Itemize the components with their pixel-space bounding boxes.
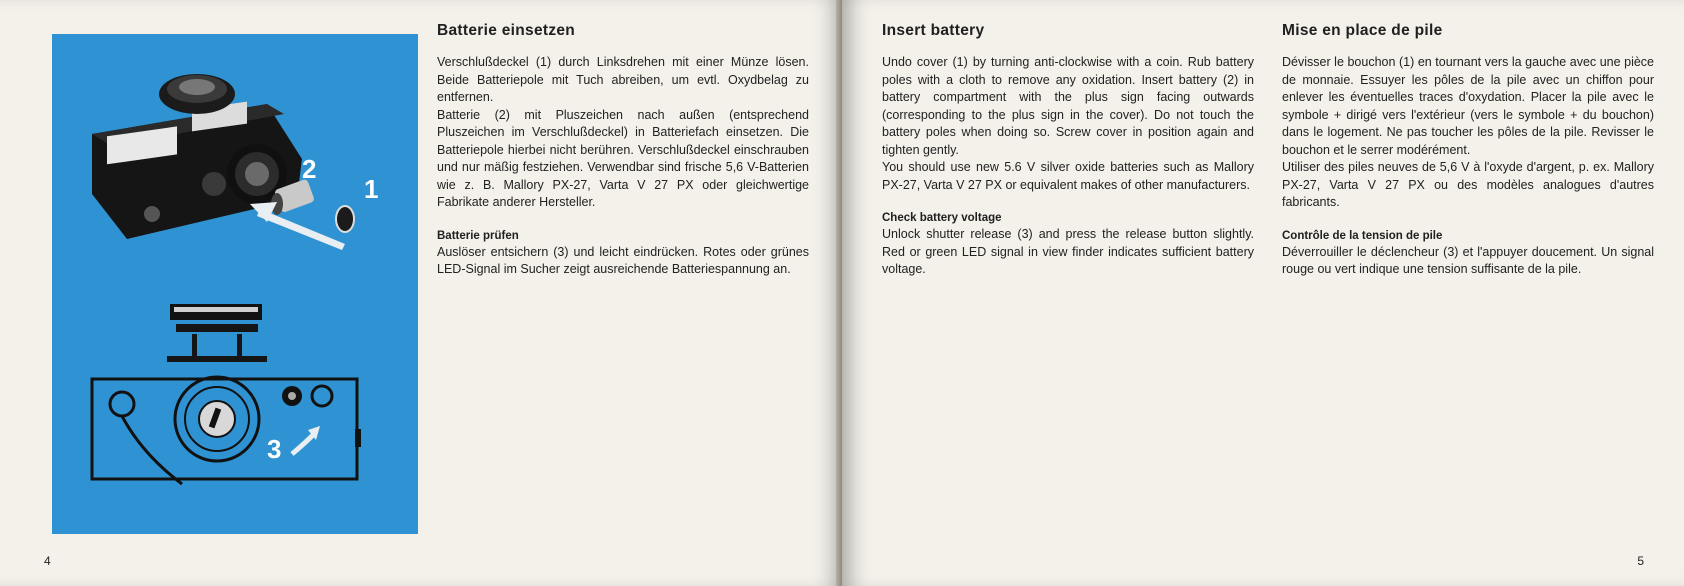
english-column	[882, 22, 1254, 279]
french-heading: Mise en place de pile	[1282, 22, 1443, 39]
english-paragraph-3: Unlock shutter release (3) and press the release button slightly. Red or green LED signal in view finder indicates sufficient battery voltage.	[882, 227, 1254, 276]
english-subheading: Check battery voltage	[882, 212, 1002, 224]
callout-1: 1	[364, 174, 379, 204]
page-number-right: 5	[1637, 554, 1644, 568]
english-heading: Insert battery	[882, 22, 985, 39]
french-paragraph-1: Dévisser le bouchon (1) en tournant vers la gauche avec une pièce de monnaie. Essuyer les pôles de la pile avec un chiffon pour enlever les éventuelles traces d'oxydation. Placer la pile avec le symbole + dirigé vers l'extérieur (vers le symbole + du bouchon) dans le logement. Ne pas toucher les pôles de la pile. Revisser le bouchon et le serrer modérément.	[1282, 55, 1654, 157]
german-paragraph-1: Verschlußdeckel (1) durch Linksdrehen mit einer Münze lösen. Beide Batteriepole mit Tuch abreiben, um evtl. Oxydbelag zu entfernen.	[437, 55, 809, 104]
callout-3: 3	[267, 434, 282, 464]
camera-top-plate-diagram	[92, 304, 361, 484]
french-paragraph-3: Déverrouiller le déclencheur (3) et l'appuyer doucement. Un signal rouge ou vert indique une tension suffisante de la pile.	[1282, 244, 1654, 276]
camera-illustration	[52, 34, 418, 534]
right-page	[842, 0, 1684, 586]
german-heading: Batterie einsetzen	[437, 22, 576, 39]
german-subheading: Batterie prüfen	[437, 229, 519, 242]
german-column	[437, 22, 809, 279]
french-paragraph-2: Utiliser des piles neuves de 5,6 V à l'oxyde d'argent, p. ex. Mallory PX-27, Varta V 27 PX ou des modèles analogues d'autres fabricants.	[1282, 160, 1654, 209]
german-paragraph-3: Auslöser entsichern (3) und leicht eindrücken. Rotes oder grünes LED-Signal im Sucher zeigt ausreichende Batteriespannung an.	[437, 244, 809, 276]
english-paragraph-1: Undo cover (1) by turning anti-clockwise with a coin. Rub battery poles with a cloth to remove any oxidation. Insert battery (2) in battery compartment with the plus sign facing outwards (corresponding to the plus sign in the cover). Do not touch the battery poles when doing so. Screw cover in position again and tighten gently.	[882, 55, 1254, 157]
french-column	[1282, 22, 1654, 279]
english-paragraph-2: You should use new 5.6 V silver oxide batteries such as Mallory PX-27, Varta V 27 PX or equivalent makes of other manufacturers.	[882, 160, 1254, 192]
camera-illustration-panel	[52, 34, 418, 534]
page-number-left: 4	[44, 554, 51, 568]
german-paragraph-2: Batterie (2) mit Pluszeichen nach außen (entsprechend Pluszeichen im Verschlußdeckel) in Batteriefach einsetzen. Die Batteriepole hierbei nicht berühren. Verschlußdeckel einschrauben und nur mäßig festziehen. Verwendbar sind frische 5,6 V-Batterien wie z. B. Mallory PX-27, Varta V 27 PX oder gleichwertige Fabrikate anderer Hersteller.	[437, 107, 809, 209]
callout-2: 2	[302, 154, 317, 184]
french-subheading: Contrôle de la tension de pile	[1282, 229, 1443, 242]
